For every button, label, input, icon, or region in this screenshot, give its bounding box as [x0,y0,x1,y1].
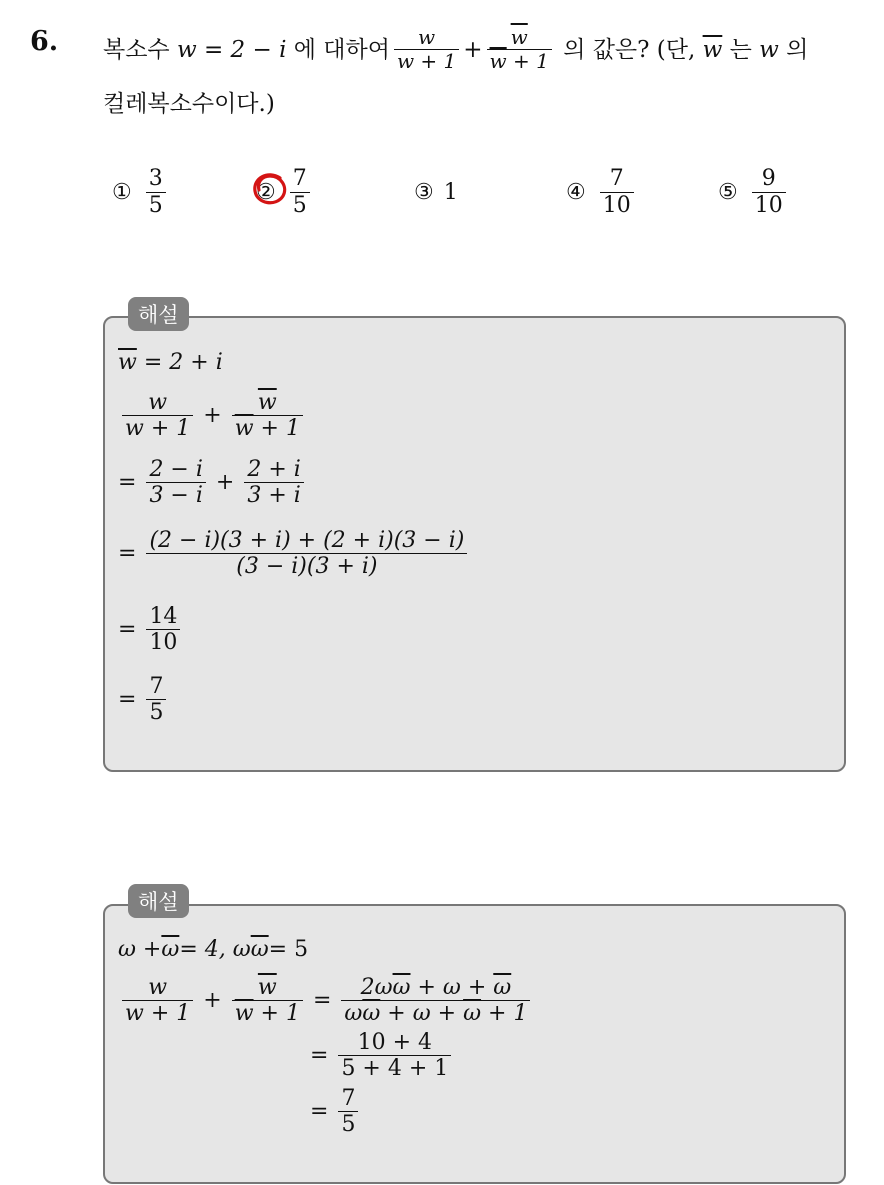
note-wbar: $\overline{w}$ [702,36,723,63]
selected-circle-mark [250,170,290,210]
w-value: = 2 − i [203,36,287,63]
equals-sign: = [118,541,137,567]
sol1-line-1 [118,350,223,375]
solution-label-2: 해설 [128,884,189,918]
question-line-2: 컬레복소수이다.) [103,91,275,117]
plus-sign: + [463,36,483,63]
sol2-line-2 [118,975,534,1027]
sol1-line-3 [118,457,308,509]
question-fraction-1 [394,26,459,73]
choice-mark: ③ [414,179,434,205]
sol2-line-3 [310,1030,455,1082]
sol1-line-4 [118,528,471,580]
note-mid: 는 [729,36,752,63]
choice-fraction: $\frac{7}{5}$ [290,166,310,218]
frac: $\frac{\overline{w}}{\overline{w} + 1}$ [232,390,303,442]
frac-denominator: w + 1 [396,49,457,73]
equals-sign: = [312,988,332,1014]
choice-value: 1 [443,179,458,205]
sol1-line-5 [118,604,184,656]
wbar: $\overline{w}$ [118,350,137,375]
equals-sign: = [118,470,137,496]
frac: $\frac{w}{w + 1}$ [122,390,193,442]
sol2-line-1: ω + $\overline{\omega}$ = 4, ω $\overline{\omega}$ = 5 [118,937,309,962]
frac: $\frac{2 + i}{3 + i}$ [244,457,303,509]
frac: $\frac{\overline{w}}{\overline{w} + 1}$ [232,975,303,1027]
choice-mark: ④ [566,179,586,205]
choice-1[interactable] [112,162,170,222]
choice-3[interactable] [414,162,458,222]
equals-sign: = [118,687,137,713]
question-prefix: 복소수 [103,36,170,63]
choice-4[interactable] [566,162,638,222]
wbar-value: = 2 + i [143,350,223,375]
choice-mark: ② [256,179,276,205]
plus-sign: + [203,403,222,429]
frac: $\frac{10 + 4}{5 + 4 + 1}$ [338,1030,451,1082]
choice-5[interactable] [718,162,790,222]
solution-label-1: 해설 [128,297,189,331]
plus-sign: + [203,988,222,1014]
question-line-1 [103,26,808,73]
note-end: 의 [786,36,809,63]
frac-numerator: w [394,26,459,50]
frac-denominator: $\overline{w} + 1$ [489,49,549,73]
frac: $\frac{7}{5}$ [338,1086,358,1138]
equals-sign: = [118,617,137,643]
question-mid: 에 대하여 [293,36,390,63]
plus-sign: + [215,470,235,496]
frac: $\frac{w}{w + 1}$ [122,975,193,1027]
equals-sign: = [310,1099,329,1125]
note-w: w [759,36,779,63]
choice-fraction: $\frac{3}{5}$ [146,166,166,218]
frac: $\frac{7}{5}$ [146,674,166,726]
frac: $\frac{2\omega\overline{\omega} + \omega + \overline{\omega}}{\omega\overline{\omega} + \omega + \overline{\omega} + 1}$ [341,975,530,1027]
choice-fraction: $\frac{9}{10}$ [752,166,786,218]
frac: $\frac{2 - i}{3 - i}$ [146,457,205,509]
question-suffix: 의 값은? (단, [563,36,696,63]
sol1-line-6 [118,674,170,726]
frac: $\frac{14}{10}$ [146,604,180,656]
choice-mark: ⑤ [718,179,738,205]
question-number: 6. [30,26,59,57]
choice-fraction: $\frac{7}{10}$ [600,166,634,218]
sol1-line-2 [118,390,307,442]
frac-numerator: $\overline{w}$ [487,26,552,50]
choice-mark: ① [112,179,132,205]
question-fraction-2 [487,26,552,73]
frac: $\frac{(2 - i)(3 + i) + (2 + i)(3 - i)}{(3 - i)(3 + i)}$ [146,528,467,580]
equals-sign: = [310,1043,329,1069]
var-w: w [176,36,197,63]
sol2-line-4 [310,1086,362,1138]
